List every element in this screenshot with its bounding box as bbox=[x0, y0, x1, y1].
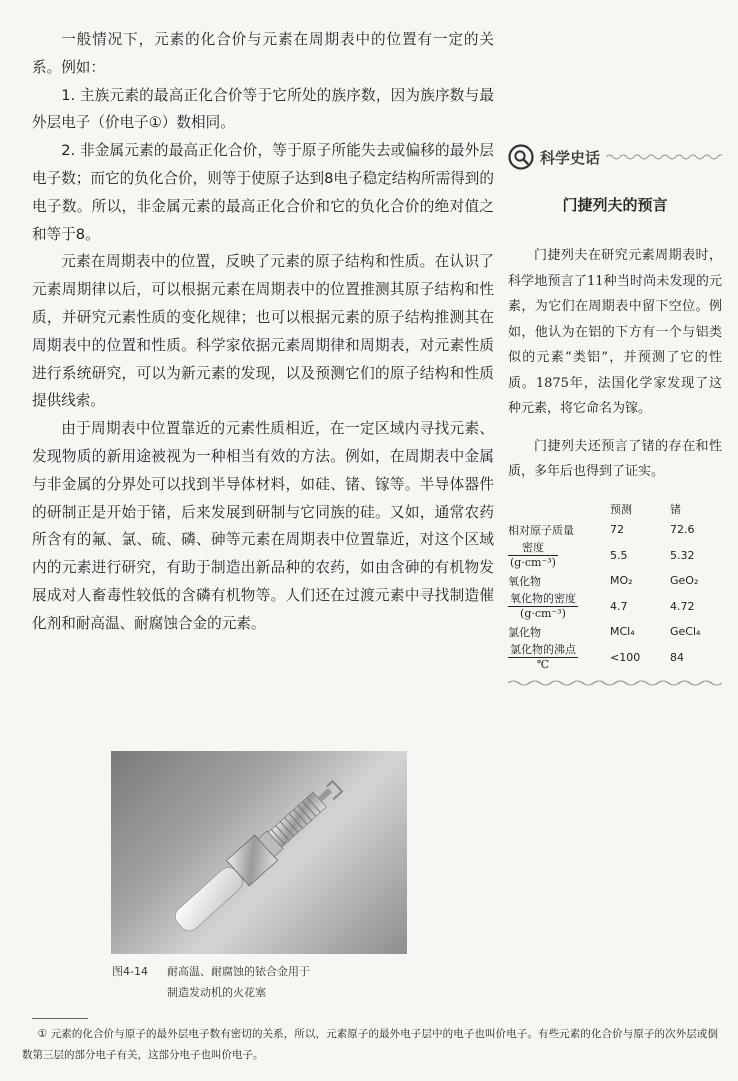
paragraph-intro: 一般情况下，元素的化合价与元素在周期表中的位置有一定的关系。例如： bbox=[32, 31, 494, 76]
paragraph-rule-2: 2. 非金属元素的最高正化合价，等于原子所能失去或偏移的最外层电子数；而它的负化合价，则等于使原子达到8电子稳定结构所需得到的电子数。所以，非金属元素的最高正化合价和它的负化合价的绝对值之和等于8。 bbox=[32, 142, 494, 243]
table-header-predicted: 预测 bbox=[610, 502, 632, 516]
main-text bbox=[32, 26, 494, 638]
predicted-value: MCl₄ bbox=[610, 625, 635, 638]
sidebar-paragraph-1: 门捷列夫在研究元素周期表时，科学地预言了11种当时尚未发现的元素，为它们在周期表中留下空位。例如，他认为在铝的下方有一个与铝类似的元素“类铝”，并预测了它的性质。1875年，法国化学家发现了这种元素，将它命名为镓。 bbox=[508, 248, 722, 416]
germanium-value: GeO₂ bbox=[670, 574, 699, 587]
paragraph-position: 元素在周期表中的位置，反映了元素的原子结构和性质。在认识了元素周期律以后，可以根据元素在周期表中的位置推测其原子结构和性质，并研究元素性质的变化规律；也可以根据元素的原子结构推测其在周期表中的位置和性质。科学家依据元素周期律和周期表，对元素性质进行系统研究，可以为新元素的发现，以及预测它们的原子结构和性质提供线索。 bbox=[32, 253, 494, 410]
fraction-denominator: (g·cm⁻³) bbox=[510, 555, 556, 569]
germanium-value: 4.72 bbox=[670, 599, 695, 613]
germanium-prediction-table bbox=[508, 499, 722, 672]
table-header-germanium: 锗 bbox=[670, 502, 681, 516]
predicted-value: <100 bbox=[610, 650, 641, 664]
sidebar-title: 科学史话 bbox=[540, 148, 601, 167]
fraction-numerator: 氯化物的沸点 bbox=[510, 642, 576, 656]
wave-divider bbox=[606, 153, 722, 161]
germanium-value: GeCl₄ bbox=[670, 625, 701, 638]
table-row bbox=[508, 621, 722, 643]
fraction-numerator: 氧化物的密度 bbox=[510, 591, 576, 605]
table-header-row bbox=[508, 499, 722, 519]
table-row bbox=[508, 643, 722, 672]
table-row bbox=[508, 541, 722, 570]
table-row bbox=[508, 519, 722, 541]
germanium-value: 72.6 bbox=[670, 523, 695, 536]
row-label bbox=[508, 643, 606, 672]
footnote: ① 元素的化合价与原子的最外层电子数有密切的关系，所以，元素原子的最外电子层中的电子也叫价电子。有些元素的化合价与原子的次外层或倒数第三层的部分电子有关，这部分电子也叫价电子。 bbox=[22, 1028, 718, 1061]
sidebar-subtitle: 门捷列夫的预言 bbox=[562, 196, 668, 214]
paragraph-rule-1: 1. 主族元素的最高正化合价等于它所处的族序数，因为族序数与最外层电子（价电子①）数相同。 bbox=[32, 86, 494, 132]
table-row bbox=[508, 592, 722, 621]
fraction-label bbox=[508, 592, 578, 621]
fraction-denominator: (g·cm⁻³) bbox=[520, 606, 566, 620]
germanium-value: 5.32 bbox=[670, 548, 695, 562]
row-label: 氯化物 bbox=[508, 625, 541, 639]
row-label bbox=[508, 541, 606, 570]
row-label: 氧化物 bbox=[508, 574, 541, 588]
science-history-sidebar bbox=[508, 140, 722, 691]
magnifier-icon bbox=[508, 144, 534, 170]
figure-caption-line-2: 制造发动机的火花塞 bbox=[167, 986, 266, 999]
germanium-value: 84 bbox=[670, 650, 684, 664]
sidebar-header bbox=[508, 140, 722, 174]
footnote-divider bbox=[32, 1018, 88, 1019]
predicted-value: MO₂ bbox=[610, 574, 633, 587]
fraction-denominator: ℃ bbox=[536, 657, 550, 671]
row-label bbox=[508, 592, 606, 621]
spark-plug-photo bbox=[111, 751, 407, 954]
row-label: 相对原子质量 bbox=[508, 523, 574, 537]
table-header-empty bbox=[508, 499, 606, 519]
fraction-label bbox=[508, 643, 578, 672]
paragraph-applications: 由于周期表中位置靠近的元素性质相近，在一定区域内寻找元素、发现物质的新用途被视为一种相当有效的方法。例如，在周期表中金属与非金属的分界处可以找到半导体材料，如硅、锗、镓等。半导体器件的研制正是开始于锗，后来发展到研制与它同族的硅。又如，通常农药所含有的氟、氯、硫、磷、砷等元素在周期表中位置靠近，对这个区域内的元素进行研究，有助于制造出新品种的农药，如由含砷的有机物发展成对人畜毒性较低的含磷有机物等。人们还在过渡元素中寻找制造催化剂和耐高温、耐腐蚀合金的元素。 bbox=[32, 420, 494, 632]
fraction-numerator: 密度 bbox=[508, 541, 558, 556]
table-row bbox=[508, 570, 722, 592]
predicted-value: 4.7 bbox=[610, 599, 628, 613]
wave-divider-bottom bbox=[508, 679, 722, 687]
predicted-value: 72 bbox=[610, 523, 624, 536]
spark-plug-image bbox=[111, 751, 407, 954]
figure-caption-line-1: 耐高温、耐腐蚀的铱合金用于 bbox=[167, 965, 310, 978]
sidebar-paragraph-2: 门捷列夫还预言了锗的存在和性质，多年后也得到了证实。 bbox=[508, 438, 722, 479]
figure-number: 图4-14 bbox=[112, 965, 148, 978]
fraction-label bbox=[508, 541, 558, 570]
predicted-value: 5.5 bbox=[610, 548, 628, 562]
